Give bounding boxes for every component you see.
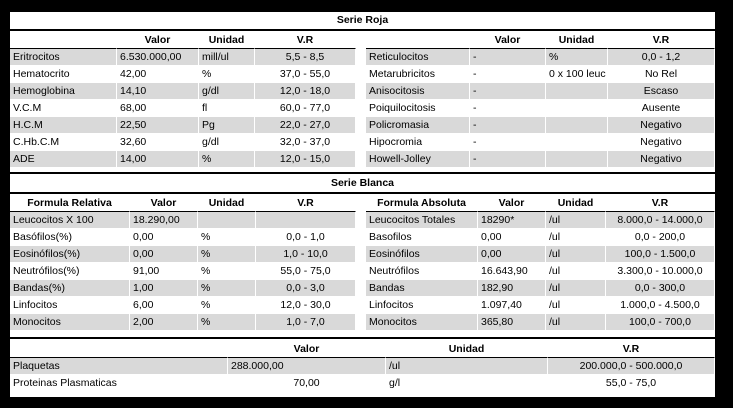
table-row <box>10 134 356 151</box>
table-row <box>10 83 356 100</box>
cell-unit <box>198 212 256 229</box>
cell-vr: 0,0 - 300,0 <box>606 280 715 297</box>
section-divider <box>10 337 715 339</box>
cell-vr <box>256 212 356 229</box>
cell-value: 14,10 <box>117 83 199 100</box>
cell-unit: 0 x 100 leuc <box>546 66 608 83</box>
header-cell: V.R <box>608 32 715 49</box>
table-row <box>366 83 715 100</box>
table-row <box>366 246 715 263</box>
cell-vr: 100,0 - 700,0 <box>606 314 715 331</box>
cell-unit: % <box>199 151 255 168</box>
table-row <box>366 100 715 117</box>
cell-vr: 1,0 - 7,0 <box>256 314 356 331</box>
cell-value: 68,00 <box>117 100 199 117</box>
cell-name: Poiquilocitosis <box>366 100 470 117</box>
cell-name: ADE <box>10 151 117 168</box>
cell-value: 14,00 <box>117 151 199 168</box>
table-row <box>10 117 356 134</box>
table-row <box>10 297 356 314</box>
cell-value: 22,50 <box>117 117 199 134</box>
cell-value: - <box>470 151 546 168</box>
cell-name: C.Hb.C.M <box>10 134 117 151</box>
cell-value: - <box>470 83 546 100</box>
header-cell: Valor <box>117 32 199 49</box>
header-cell: Unidad <box>198 195 256 212</box>
header-cell: Valor <box>130 195 198 212</box>
header-cell: Unidad <box>546 32 608 49</box>
cell-name: Leucocitos Totales <box>366 212 478 229</box>
cell-value: 0,00 <box>478 246 546 263</box>
cell-name: Neutrófilos(%) <box>10 263 130 280</box>
serie-blanca-right-table <box>366 195 715 331</box>
otros-table <box>10 341 715 392</box>
cell-value: 182,90 <box>478 280 546 297</box>
table-row <box>366 151 715 168</box>
cell-value: 2,00 <box>130 314 198 331</box>
cell-vr: 200.000,0 - 500.000,0 <box>548 358 715 375</box>
cell-vr: 12,0 - 15,0 <box>255 151 356 168</box>
cell-value: 6.530.000,00 <box>117 49 199 66</box>
table-row <box>10 49 356 66</box>
cell-value: 6,00 <box>130 297 198 314</box>
cell-unit <box>546 117 608 134</box>
cell-vr: 55,0 - 75,0 <box>548 375 715 392</box>
cell-unit: % <box>198 314 256 331</box>
cell-vr: 100,0 - 1.500,0 <box>606 246 715 263</box>
serie-blanca-title: Serie Blanca <box>10 172 715 194</box>
cell-vr: Negativo <box>608 117 715 134</box>
cell-vr: Negativo <box>608 134 715 151</box>
cell-vr: 1.000,0 - 4.500,0 <box>606 297 715 314</box>
cell-unit: % <box>199 66 255 83</box>
header-cell: Formula Absoluta <box>366 195 478 212</box>
header-cell: Valor <box>228 341 386 358</box>
cell-value: 18290* <box>478 212 546 229</box>
header-cell: Unidad <box>386 341 548 358</box>
cell-unit: % <box>198 229 256 246</box>
cell-name: Linfocitos <box>366 297 478 314</box>
table-row <box>366 263 715 280</box>
cell-name: H.C.M <box>10 117 117 134</box>
cell-unit: /ul <box>386 358 548 375</box>
table-row <box>366 134 715 151</box>
cell-unit <box>546 83 608 100</box>
cell-vr: Ausente <box>608 100 715 117</box>
cell-unit <box>546 134 608 151</box>
header-cell <box>10 32 117 49</box>
cell-name: Anisocitosis <box>366 83 470 100</box>
table-row <box>10 151 356 168</box>
cell-unit: /ul <box>546 263 606 280</box>
table-row <box>366 229 715 246</box>
cell-unit: g/dl <box>199 83 255 100</box>
cell-name: Hemoglobina <box>10 83 117 100</box>
cell-value: 0,00 <box>130 229 198 246</box>
cell-value: - <box>470 100 546 117</box>
cell-name: Monocitos <box>366 314 478 331</box>
table-row <box>366 297 715 314</box>
cell-vr: 32,0 - 37,0 <box>255 134 356 151</box>
header-cell: Valor <box>470 32 546 49</box>
cell-vr: 0,0 - 1,0 <box>256 229 356 246</box>
cell-name: Bandas(%) <box>10 280 130 297</box>
cell-name: Basofilos <box>366 229 478 246</box>
header-cell: V.R <box>256 195 356 212</box>
cell-unit: /ul <box>546 314 606 331</box>
cell-name: Hipocromia <box>366 134 470 151</box>
cell-unit: % <box>198 263 256 280</box>
cell-name: Howell-Jolley <box>366 151 470 168</box>
table-row <box>10 314 356 331</box>
cell-value: 0,00 <box>130 246 198 263</box>
table-row <box>366 117 715 134</box>
header-cell: Valor <box>478 195 546 212</box>
serie-blanca-left-table <box>10 195 356 331</box>
table-row <box>10 263 356 280</box>
table-row <box>10 358 715 375</box>
table-row <box>10 375 715 392</box>
header-cell: V.R <box>606 195 715 212</box>
cell-name: Plaquetas <box>10 358 228 375</box>
cell-unit: mill/ul <box>199 49 255 66</box>
header-cell <box>366 32 470 49</box>
cell-unit: /ul <box>546 280 606 297</box>
header-cell: Unidad <box>199 32 255 49</box>
cell-name: Reticulocitos <box>366 49 470 66</box>
cell-unit: /ul <box>546 229 606 246</box>
cell-value: - <box>470 117 546 134</box>
cell-name: Eosinófilos(%) <box>10 246 130 263</box>
cell-vr: 0,0 - 200,0 <box>606 229 715 246</box>
cell-value: 91,00 <box>130 263 198 280</box>
table-row <box>366 66 715 83</box>
cell-vr: 8.000,0 - 14.000,0 <box>606 212 715 229</box>
cell-name: Hematocrito <box>10 66 117 83</box>
cell-name: Eritrocitos <box>10 49 117 66</box>
cell-vr: 0,0 - 3,0 <box>256 280 356 297</box>
cell-unit: % <box>198 246 256 263</box>
cell-name: V.C.M <box>10 100 117 117</box>
cell-unit: /ul <box>546 212 606 229</box>
cell-value: 70,00 <box>228 375 386 392</box>
header-cell: V.R <box>255 32 356 49</box>
cell-value: - <box>470 66 546 83</box>
table-row <box>10 212 356 229</box>
table-row <box>366 314 715 331</box>
cell-unit <box>546 151 608 168</box>
table-row <box>10 246 356 263</box>
cell-name: Metarubricitos <box>366 66 470 83</box>
cell-value: - <box>470 134 546 151</box>
cell-vr: No Rel <box>608 66 715 83</box>
cell-vr: 5,5 - 8,5 <box>255 49 356 66</box>
cell-value: 1.097,40 <box>478 297 546 314</box>
cell-value: 288.000,00 <box>228 358 386 375</box>
cell-unit: % <box>198 297 256 314</box>
cell-name: Basófilos(%) <box>10 229 130 246</box>
cell-unit: fl <box>199 100 255 117</box>
cell-value: 365,80 <box>478 314 546 331</box>
cell-vr: 3.300,0 - 10.000,0 <box>606 263 715 280</box>
header-cell <box>10 341 228 358</box>
cell-vr: 22,0 - 27,0 <box>255 117 356 134</box>
cell-unit: /ul <box>546 297 606 314</box>
cell-name: Policromasia <box>366 117 470 134</box>
header-cell: Formula Relativa <box>10 195 130 212</box>
cell-value: 16.643,90 <box>478 263 546 280</box>
table-row <box>10 280 356 297</box>
cell-unit: g/l <box>386 375 548 392</box>
cell-unit: g/dl <box>199 134 255 151</box>
cell-value: 0,00 <box>478 229 546 246</box>
table-row <box>366 280 715 297</box>
lab-report-sheet <box>10 10 715 397</box>
table-row <box>366 49 715 66</box>
table-row <box>10 100 356 117</box>
cell-value: 42,00 <box>117 66 199 83</box>
cell-name: Leucocitos X 100 <box>10 212 130 229</box>
cell-value: - <box>470 49 546 66</box>
cell-name: Proteinas Plasmaticas <box>10 375 228 392</box>
table-row <box>10 66 356 83</box>
serie-roja-title: Serie Roja <box>10 10 715 31</box>
cell-vr: Escaso <box>608 83 715 100</box>
cell-value: 32,60 <box>117 134 199 151</box>
cell-name: Linfocitos <box>10 297 130 314</box>
cell-unit: % <box>198 280 256 297</box>
cell-name: Eosinófilos <box>366 246 478 263</box>
cell-unit: Pg <box>199 117 255 134</box>
header-cell: Unidad <box>546 195 606 212</box>
cell-vr: 0,0 - 1,2 <box>608 49 715 66</box>
cell-vr: Negativo <box>608 151 715 168</box>
cell-vr: 60,0 - 77,0 <box>255 100 356 117</box>
cell-vr: 12,0 - 18,0 <box>255 83 356 100</box>
cell-vr: 12,0 - 30,0 <box>256 297 356 314</box>
cell-name: Monocitos <box>10 314 130 331</box>
cell-vr: 55,0 - 75,0 <box>256 263 356 280</box>
cell-unit <box>546 100 608 117</box>
table-row <box>10 229 356 246</box>
cell-vr: 37,0 - 55,0 <box>255 66 356 83</box>
cell-vr: 1,0 - 10,0 <box>256 246 356 263</box>
serie-roja-left-table <box>10 32 356 168</box>
cell-unit: /ul <box>546 246 606 263</box>
table-row <box>366 212 715 229</box>
cell-name: Neutrófilos <box>366 263 478 280</box>
cell-unit: % <box>546 49 608 66</box>
cell-value: 18.290,00 <box>130 212 198 229</box>
cell-value: 1,00 <box>130 280 198 297</box>
serie-roja-right-table <box>366 32 715 168</box>
header-cell: V.R <box>548 341 715 358</box>
cell-name: Bandas <box>366 280 478 297</box>
